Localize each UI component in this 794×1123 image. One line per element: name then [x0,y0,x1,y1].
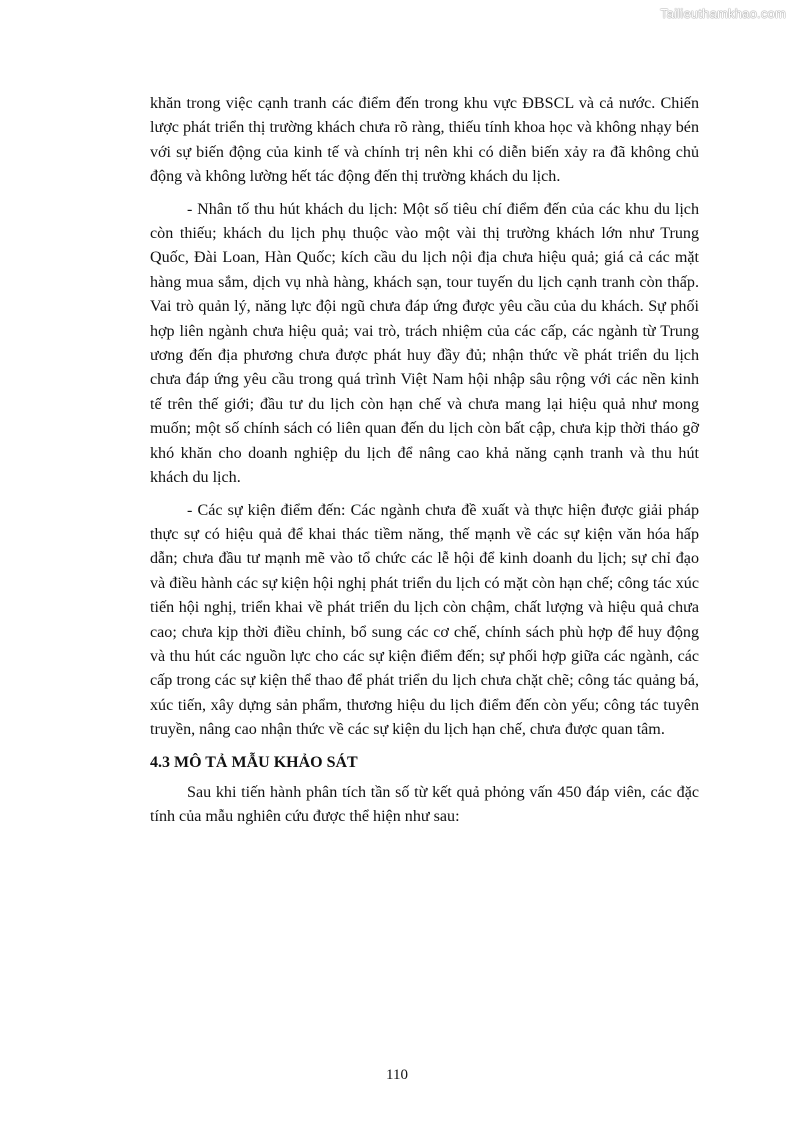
paragraph-continuation: khăn trong việc cạnh tranh các điểm đến trong khu vực ĐBSCL và cả nước. Chiến lược phát triển thị trường khách chưa rõ ràng, thiếu tính khoa học và không nhạy bén với sự biến động của kinh tế và chính trị nên khi có diễn biến xảy ra đã không chủ động và không lường hết tác động đến thị trường khách du lịch. [150,95,699,186]
watermark: Tailieuthamkhao.com [660,6,786,21]
page-number: 110 [386,1067,408,1083]
paragraph-destination-events: - Các sự kiện điểm đến: Các ngành chưa đề xuất và thực hiện được giải pháp thực sự có hiệu quả để khai thác tiềm năng, thế mạnh về các sự kiện văn hóa hấp dẫn; chưa đầu tư mạnh mẽ vào tổ chức các lễ hội để kinh doanh du lịch; sự chỉ đạo và điều hành các sự kiện hội nghị phát triển du lịch có mặt còn hạn chế; công tác xúc tiến hội nghị, triển khai về phát triển du lịch còn chậm, chất lượng và hiệu quả chưa cao; chưa kịp thời điều chỉnh, bổ sung các cơ chế, chính sách phù hợp để huy động và thu hút các nguồn lực cho các sự kiện điểm đến; sự phối hợp giữa các ngành, các cấp trong các sự kiện thể thao để phát triển du lịch chưa chặt chẽ; công tác quảng bá, xúc tiến, xây dựng sản phẩm, thương hiệu du lịch điểm đến còn yếu; công tác tuyên truyền, nâng cao nhận thức về các sự kiện du lịch hạn chế, chưa được quan tâm. [150,501,699,739]
section-heading: 4.3 MÔ TẢ MẪU KHẢO SÁT [150,753,358,771]
paragraph-sample-description: Sau khi tiến hành phân tích tần số từ kết quả phỏng vấn 450 đáp viên, các đặc tính của mẫu nghiên cứu được thể hiện như sau: [150,783,699,825]
paragraph-tourist-attraction-factor: - Nhân tố thu hút khách du lịch: Một số tiêu chí điểm đến của các khu du lịch còn thiếu; khách du lịch phụ thuộc vào một vài thị trường khách lớn như Trung Quốc, Đài Loan, Hàn Quốc; kích cầu du lịch nội địa chưa hiệu quả; giá cả các mặt hàng mua sắm, dịch vụ nhà hàng, khách sạn, tour tuyến du lịch cạnh tranh còn thấp. Vai trò quản lý, năng lực đội ngũ chưa đáp ứng được yêu cầu của du khách. Sự phối hợp liên ngành chưa hiệu quả; vai trò, trách nhiệm của các cấp, các ngành từ Trung ương đến địa phương chưa được phát huy đầy đủ; nhận thức về phát triển du lịch chưa đáp ứng yêu cầu trong quá trình Việt Nam hội nhập sâu rộng với các nền kinh tế trên thế giới; đầu tư du lịch còn hạn chế và chưa mang lại hiệu quả như mong muốn; một số chính sách có liên quan đến du lịch còn bất cập, chưa kịp thời tháo gỡ khó khăn cho doanh nghiệp du lịch để nâng cao khả năng cạnh tranh và thu hút khách du lịch. [150,200,699,487]
page-body [150,92,699,837]
